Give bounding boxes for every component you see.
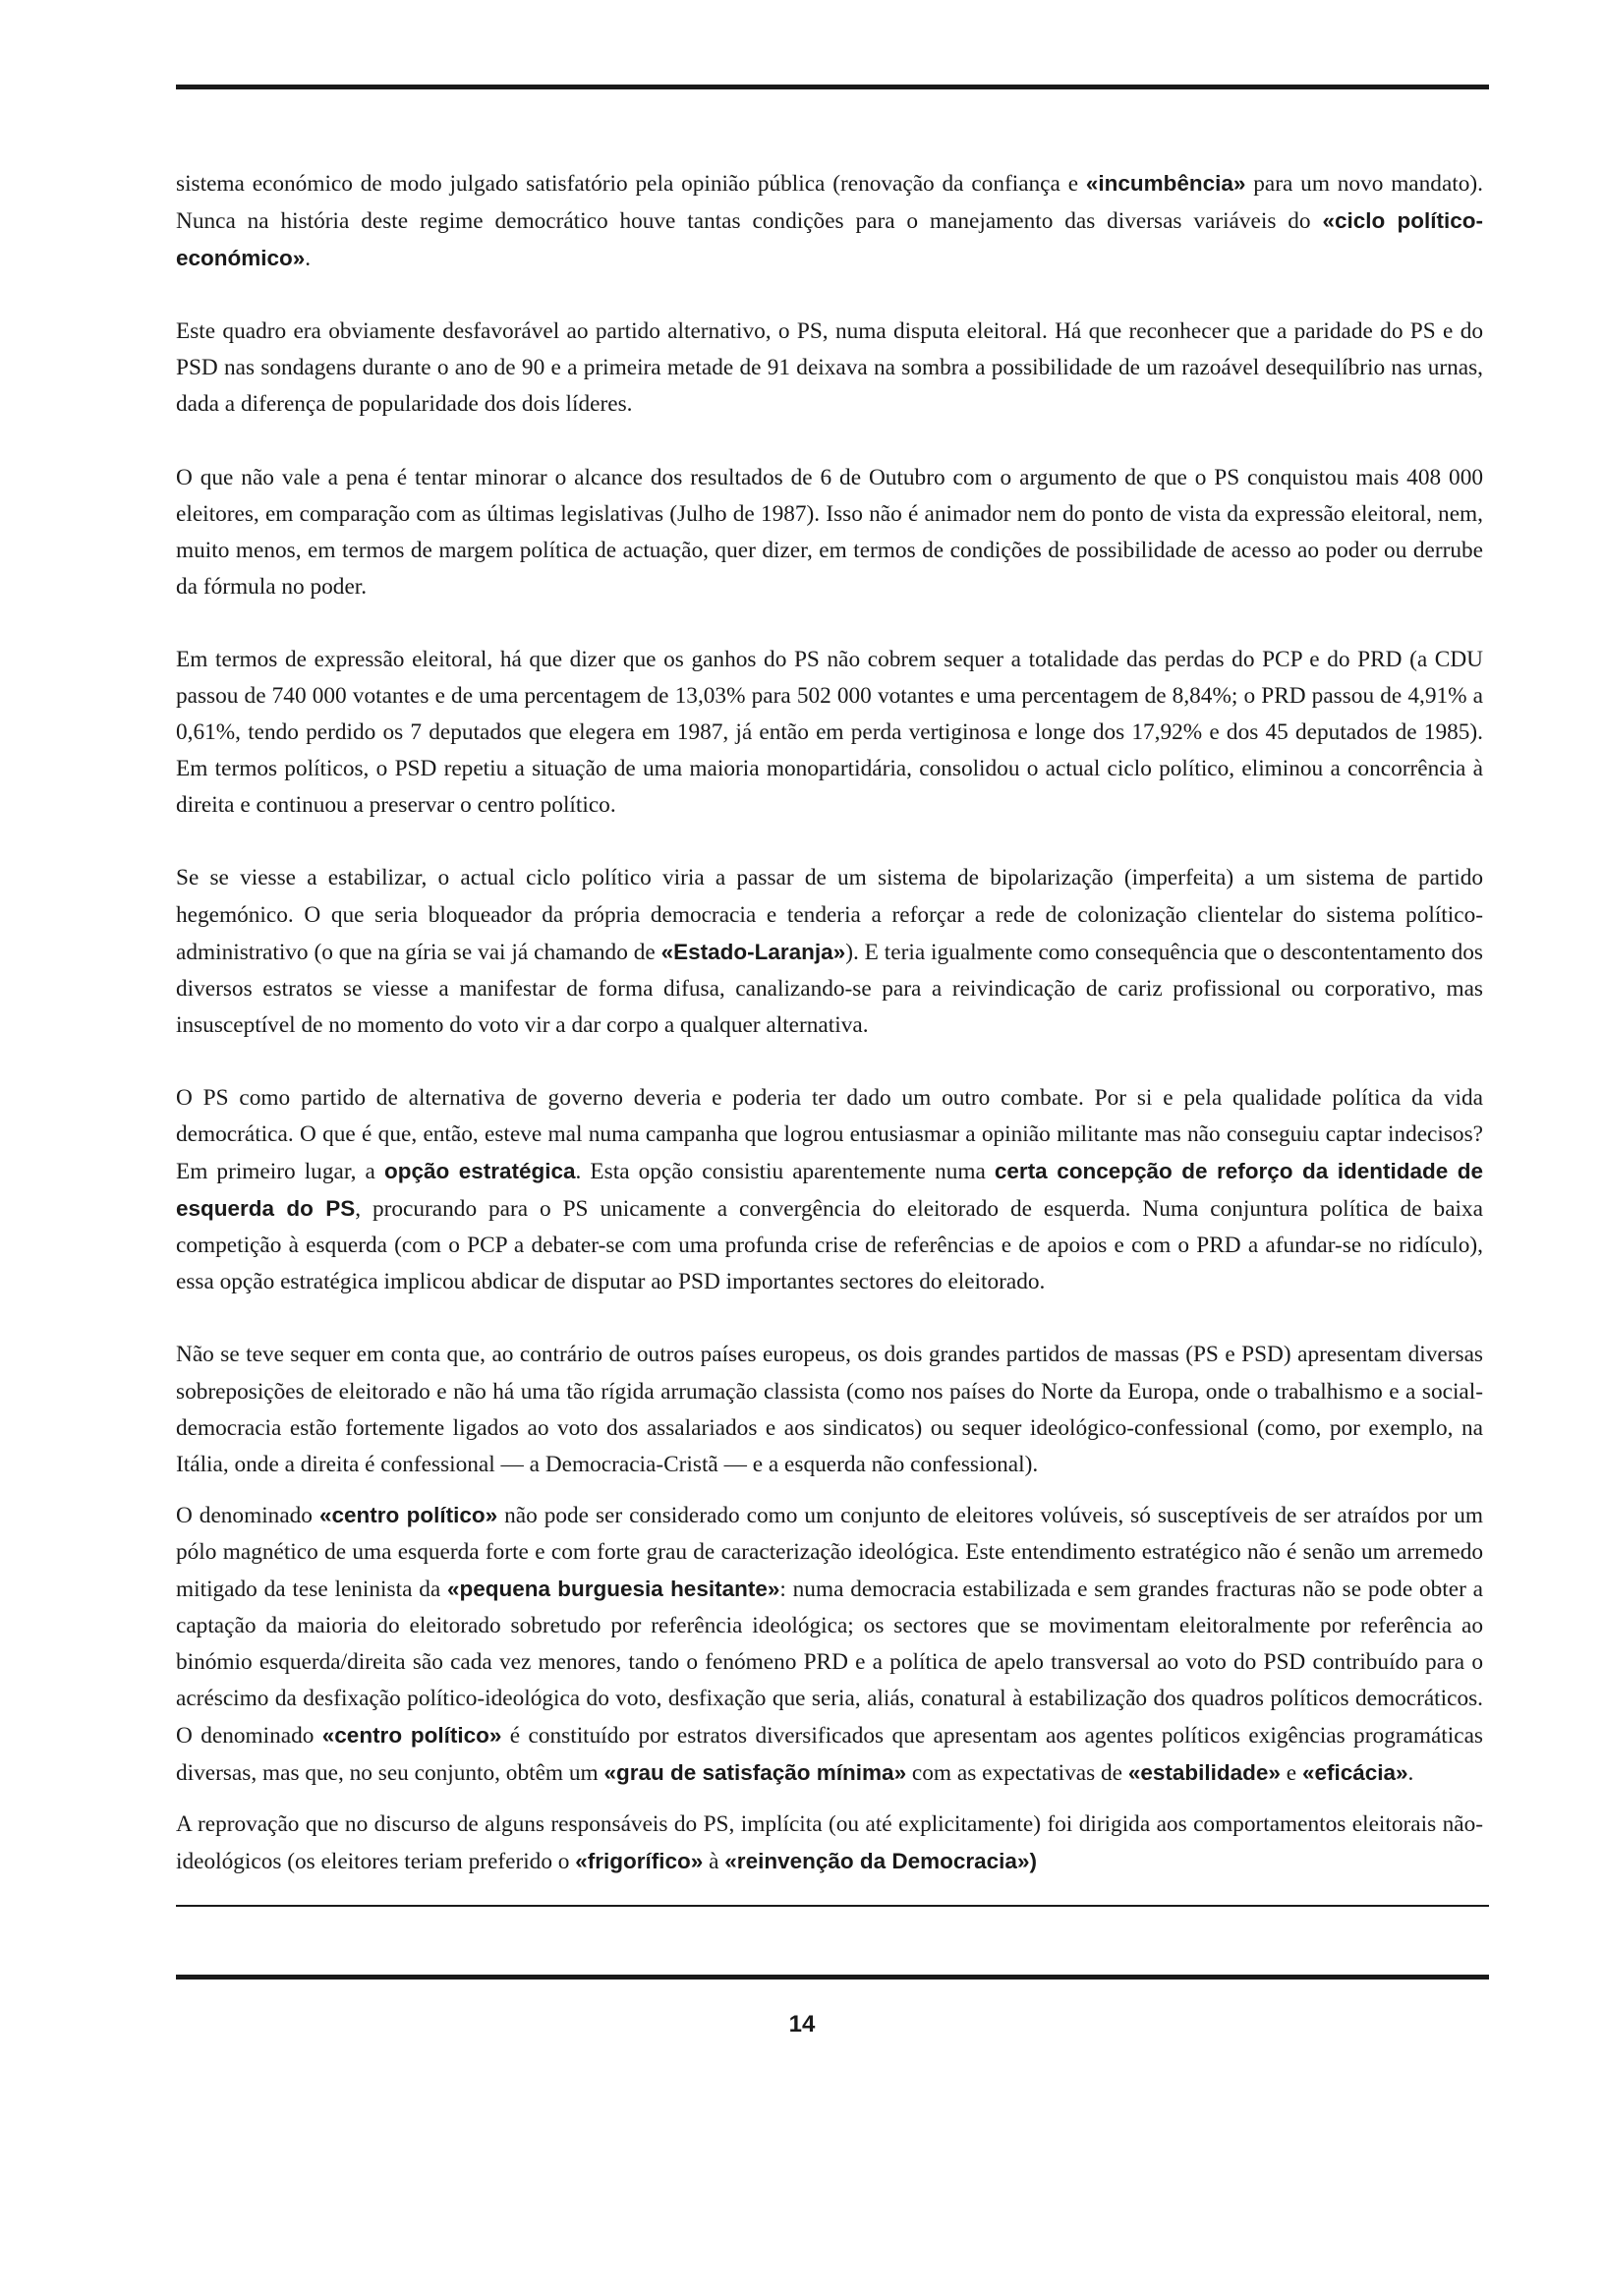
paragraph bbox=[176, 165, 1483, 277]
text-run: Não se teve sequer em conta que, ao contrário de outros países europeus, os dois grandes partidos de massas (PS e PSD) apresentam diversas sobreposições de eleitorado e não há uma tão rígida arrumação classista (como nos países do Norte da Europa, onde o trabalhismo e a social-democracia estão fortemente ligados ao voto dos assalariados e aos sindicatos) ou sequer ideológico-confessional (como, por exemplo, na Itália, onde a direita é confessional — a Democracia-Cristã — e a esquerda não confessional). bbox=[176, 1342, 1483, 1477]
text-run: O denominado bbox=[176, 1502, 319, 1528]
text-run: com as expectativas de bbox=[906, 1760, 1128, 1787]
text-run: à bbox=[703, 1848, 725, 1874]
top-rule bbox=[176, 85, 1489, 89]
bottom-rule bbox=[176, 1975, 1489, 1980]
text-run: O PS como partido de alternativa de governo deveria e poderia ter dado um outro combate. Por si e pela qualidade política da vida democrática. O que é que, então, esteve mal numa campanha que logrou entusiasmar a opinião militante mas não conseguiu captar indecisos? Em primeiro lugar, a bbox=[176, 1084, 1483, 1185]
text-run: . bbox=[305, 246, 312, 272]
text-run: Este quadro era obviamente desfavorável ao partido alternativo, o PS, numa disputa eleitoral. Há que reconhecer que a paridade do PS e do PSD nas sondagens durante o ano de 90 e a primeira metade de 91 deixava na sombra a possibilidade de um razoável desequilíbrio nas urnas, dada a diferença de popularidade dos dois líderes. bbox=[176, 318, 1483, 418]
text-run: . bbox=[1407, 1760, 1414, 1787]
paragraph bbox=[176, 642, 1483, 824]
text-run: e bbox=[1280, 1760, 1302, 1787]
text-run: para um novo mandato). Nunca na história deste regime democrático houve tantas condições para o manejamento das diversas variáveis do bbox=[176, 171, 1483, 235]
emphasized-term: «ciclo político-económico» bbox=[176, 208, 1483, 271]
text-run: O que não vale a pena é tentar minorar o alcance dos resultados de 6 de Outubro com o argumento de que o PS conquistou mais 408 000 eleitores, em comparação com as últimas legislativas (Julho de 1987). Isso não é animador nem do ponto de vista da expressão eleitoral, nem, muito menos, em termos de margem política de actuação, quer dizer, em termos de condições de possibilidade de acesso ao poder ou derrube da fórmula no poder. bbox=[176, 464, 1483, 600]
emphasized-term: «frigorífico» bbox=[575, 1848, 704, 1873]
paragraph bbox=[176, 314, 1483, 423]
text-run: não pode ser considerado como um conjunto de eleitores volúveis, só susceptíveis de ser atraídos por um pólo magnético de uma esquerda forte e com forte grau de caracterização ideológica. Este entendimento estratégico não é senão um arremedo mitigado da tese leninista da bbox=[176, 1502, 1484, 1602]
emphasized-term: «reinvenção da Democracia») bbox=[724, 1848, 1037, 1873]
text-run: Se se viesse a estabilizar, o actual ciclo político viria a passar de um sistema de bipolarização (imperfeita) a um sistema de partido hegemónico. O que seria bloqueador da própria democracia e tenderia a reforçar a rede de colonização clientelar do sistema político-administrativo (o que na gíria se vai já chamando de bbox=[176, 865, 1483, 965]
text-run: . Esta opção consistiu aparentemente numa bbox=[575, 1159, 995, 1185]
emphasized-term: «incumbência» bbox=[1085, 171, 1246, 196]
emphasized-term: certa concepção de reforço da identidade de esquerda do PS bbox=[176, 1159, 1484, 1222]
text-run: sistema económico de modo julgado satisfatório pela opinião pública (renovação da confiança e bbox=[176, 171, 1086, 197]
emphasized-term: «centro político» bbox=[318, 1502, 498, 1527]
bottom-thin-rule bbox=[176, 1905, 1489, 1907]
emphasized-term: «pequena burguesia hesitante» bbox=[447, 1577, 780, 1601]
paragraph bbox=[176, 1807, 1483, 1880]
text-run: Em termos de expressão eleitoral, há que dizer que os ganhos do PS não cobrem sequer a totalidade das perdas do PCP e do PRD (a CDU passou de 740 000 votantes e de uma percentagem de 13,03% para 502 000 votantes e uma percentagem de 8,84%; o PRD passou de 4,91% a 0,61%, tendo perdido os 7 deputados que elegera em 1987, já então em perda vertiginosa e longe dos 17,92% e dos 45 deputados de 1985). Em termos políticos, o PSD repetiu a situação de uma maioria monopartidária, consolidou o actual ciclo político, eliminou a concorrência à direita e continuou a preservar o centro político. bbox=[176, 646, 1483, 819]
text-run: , procurando para o PS unicamente a convergência do eleitorado de esquerda. Numa conjuntura política de baixa competição à esquerda (com o PCP a debater-se com uma profunda crise de referências e de apoios e com o PRD a afundar-se no ridículo), essa opção estratégica implicou abdicar de disputar ao PSD importantes sectores do eleitorado. bbox=[176, 1196, 1483, 1295]
text-run: ). E teria igualmente como consequência que o descontentamento dos diversos estratos se viesse a manifestar de forma difusa, canalizando-se para a reivindicação de cariz profissional ou corporativo, mas insusceptível de no momento do voto vir a dar corpo a qualquer alternativa. bbox=[176, 939, 1483, 1038]
text-run: A reprovação que no discurso de alguns responsáveis do PS, implícita (ou até explicitamente) foi dirigida aos comportamentos eleitorais não-ideológicos (os eleitores teriam preferido o bbox=[176, 1810, 1483, 1874]
paragraph bbox=[176, 1497, 1483, 1793]
paragraph bbox=[176, 1337, 1483, 1482]
emphasized-term: opção estratégica bbox=[383, 1159, 576, 1184]
page-number: 14 bbox=[788, 2011, 816, 2038]
emphasized-term: «Estado-Laranja» bbox=[660, 939, 846, 964]
paragraph bbox=[176, 460, 1483, 605]
text-run: é constituído por estratos diversificados que apresentam aos agentes políticos exigências programáticas diversas, mas que, no seu conjunto, obtêm um bbox=[176, 1723, 1484, 1787]
emphasized-term: «centro político» bbox=[321, 1723, 502, 1749]
emphasized-term: «grau de satisfação mínima» bbox=[603, 1760, 907, 1786]
emphasized-term: «eficácia» bbox=[1301, 1760, 1408, 1786]
paragraph bbox=[176, 860, 1483, 1043]
emphasized-term: «estabilidade» bbox=[1127, 1760, 1281, 1786]
article-body bbox=[176, 165, 1483, 1880]
text-run: : numa democracia estabilizada e sem grandes fracturas não se pode obter a captação da maioria do eleitorado sobretudo por referência ideológica; os sectores que se movimentam eleitoralmente por referência ao binómio esquerda/direita são cada vez menores, tando o fenómeno PRD e a política de apelo transversal ao voto do PSD contribuído para o acréscimo da desfixação político-ideológica do voto, desfixação que seria, aliás, conatural à estabilização dos quadros políticos democráticos. O denominado bbox=[176, 1577, 1483, 1750]
paragraph bbox=[176, 1080, 1483, 1301]
